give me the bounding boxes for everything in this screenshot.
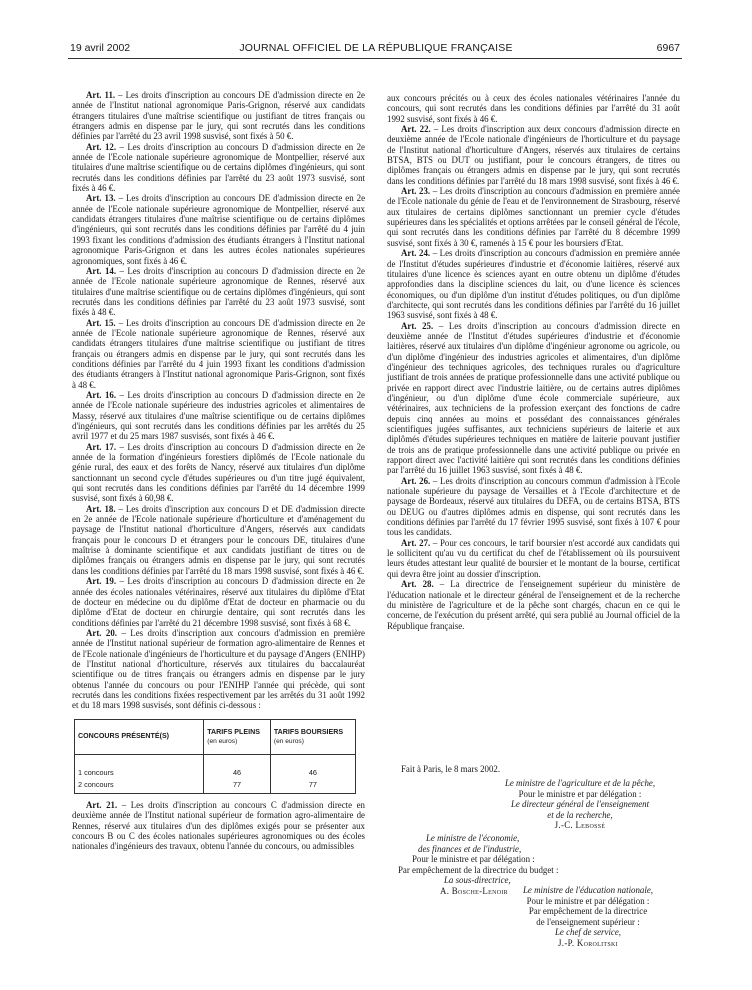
header-date: 19 avril 2002 [70, 42, 131, 54]
article-number: Art. 25. [401, 320, 434, 331]
table-cell: 1 concours [75, 754, 204, 779]
article-text: – Les droits d'inscription au concours D d'admission directe en 2e année des écoles nationales vétérinaires, réservé aux titulaires du diplôme d'Etat de docteur en médecine ou du diplôme d'Etat de docteur en pharmacie ou du diplôme d'Etat de docteur en chirurgie dentaire, qui sont recrutés dans les conditions définies par l'arrêté du 21 décembre 1998 susvisé, sont fixés à 68 €. [72, 576, 365, 628]
header-page-number: 6967 [656, 42, 680, 54]
fee-table-header [75, 719, 356, 754]
article-text: – Les droits d'inscription au concours D d'admission directe en 2e année de l'Ecole nationale supérieure agronomique de Montpellier, réservé aux titulaires d'une maîtrise scientifique ou de certains diplômes d'ingénieurs, qui sont recrutés dans les conditions définies par l'arrêté du 23 août 1973 susvisé, sont fixés à 46 €. [72, 141, 365, 194]
article-number: Art. 14. [86, 265, 117, 276]
article-number: Art. 24. [401, 248, 431, 259]
signature-agriculture: Le ministre de l'agriculture et de la pêche, Pour le ministre et par délégation : Le directeur général de l'enseignement et de la recherche, J.-C. Lebossé [470, 778, 690, 831]
fee-table-col-tarifs-boursiers: TARIFS BOURSIERS (en euros) [270, 719, 355, 754]
article [72, 193, 365, 265]
article-text: – Les droits d'inscription aux concours d'admission en première année de l'Institut national supérieur de formation agro-alimentaire de Rennes et de l'Ecole nationale d'ingénieurs de l'horticulture et du paysage d'Angers (ENIHP) de l'Institut national d'horticulture, réservés aux titulaires du baccalauréat scientifique ou de titres français ou étrangers admis en dispense par le jury obtenus l'année du concours ou pour l'ENIHP l'année qui précède, qui sont recrutés dans les conditions fixées respectivement par les arrêtés du 31 août 1992 et du 18 mars 1998 susvisés, sont définis ci-dessous : [72, 627, 365, 711]
article-number: Art. 27. [401, 537, 431, 548]
page-header [0, 42, 752, 56]
article-number: Art. 16. [86, 389, 117, 400]
article [387, 248, 680, 320]
article-text: – Les droits d'inscription au concours D d'admission directe en 2e année de la formation d'ingénieurs forestiers diplômés de l'Ecole nationale du génie rural, des eaux et des forêts de Nancy, réservé aux titulaires d'un diplôme sanctionnant un second cycle d'études supérieures ou d'un titre jugé équivalent, qui sont recrutés dans les conditions définies par l'arrêté du 14 décembre 1999 susvisé, sont fixés à 60,98 €. [72, 441, 365, 504]
article-continuation [387, 93, 680, 124]
article [72, 504, 365, 576]
article [387, 321, 680, 476]
article [72, 576, 365, 628]
article [72, 266, 365, 318]
article-text: – Les droits d'inscription au concours DE d'admission directe en 2e année de l'Ecole nationale supérieure agronomique de Montpellier, réservé aux candidats étrangers titulaires d'une maîtrise scientifique ou de certains diplômes d'ingénieurs, qui sont recrutés dans les conditions définies par l'arrêté du 4 juin 1993 fixant les conditions d'admission des étudiants étrangers à l'Institut national agronomique Paris-Grignon et dans les autres écoles nationales supérieures agronomiques, sont fixés à 46 €. [72, 193, 366, 266]
right-column [387, 93, 680, 631]
article-text: – Les droits d'inscription au concours d'admission en première année de l'Institut d'études supérieures d'industrie et d'économie laitières, réservé aux titulaires d'une licence ès sciences ayant en outre obtenu un diplôme d'études approfondies dans la discipline sciences du lait, ou d'une licence ès sciences économiques, ou d'un diplôme d'un institut d'études politiques, ou d'un diplôme d'architecte, qui sont recrutés dans les conditions définies par l'arrêté du 16 juillet 1963 susvisé, sont fixés à 48 €. [387, 248, 680, 321]
article [72, 628, 365, 711]
article-number: Art. 22. [401, 124, 431, 135]
article-text: – Les droits d'inscription au concours DE d'admission directe en 2e année de l'Institut national agronomique Paris-Grignon, réservé aux candidats étrangers titulaires d'une maîtrise scientifique ou justifiant de titres français ou étrangers admis en dispense par le jury, qui sont recrutés dans les conditions définies par l'arrêté du 23 avril 1998 susvisé, sont fixés à 50 €. [72, 90, 365, 142]
article-text: aux concours précités ou à ceux des écoles nationales vétérinaires l'année du concours, qui sont recrutés dans les conditions définies par l'arrêté du 31 août 1992 susvisé, sont fixés à 46 €. [387, 93, 680, 124]
article [72, 90, 365, 142]
table-row [75, 779, 356, 793]
article-text: – Pour ces concours, le tarif boursier n'est accordé aux candidats qui le sollicitent qu'au vu du certificat du chef de l'établissement où ils poursuivent leurs études attestant leur qualité de boursier et le montant de la bourse, certificat qui devra être joint au dossier d'inscription. [387, 537, 680, 579]
table-cell: 2 concours [75, 779, 204, 793]
article [72, 800, 365, 852]
article-number: Art. 28. [401, 579, 434, 590]
article-text: – Les droits d'inscription au concours d'admission directe en deuxième année de l'Institut d'études supérieures d'industrie et d'économie laitières, réservé aux titulaires d'un diplôme d'ingénieur agronome ou agricole, ou d'un diplôme d'ingénieur des industries agricoles et alimentaires, d'un diplôme d'ingénieur des techniques agricoles, des techniques rurales ou d'agriculture justifiant de trois années de pratique professionnelle dans une activité publique ou privée en rapport direct avec l'industrie laitière, ou de certains autres diplômes d'ingénieur, ou d'un diplôme d'une école commerciale supérieure, aux vétérinaires, aux techniciens de la profession exerçant des fonctions de cadre depuis cinq années au moins et possédant des connaissances générales scientifiques jugées suffisantes, aux techniciens supérieurs de laiterie et aux diplômés d'études supérieures techniques en matière de laiterie pouvant justifier de trois ans de pratique professionnelle dans une activité publique ou privée en rapport direct avec l'activité laitière qui sont recrutés dans les conditions définies par l'arrêté du 16 juillet 1963 susvisé, sont fixés à 48 €. [387, 320, 680, 476]
article-text: – Les droits d'inscription au concours D d'admission directe en 2e année de l'Ecole nationale supérieure agronomique de Rennes, réservé aux titulaires d'une maîtrise scientifique ou de certains diplômes d'ingénieurs, qui sont recrutés dans les conditions définies par l'arrêté du 23 août 1973 susvisé, sont fixés à 48 €. [72, 265, 365, 318]
article-number: Art. 20. [86, 627, 118, 638]
article-text: – Les droits d'inscription au concours C d'admission directe en deuxième année de l'Institut national supérieur de formation agro-alimentaire de Rennes, réservé aux titulaires d'un des diplômes exigés pour se présenter aux concours B ou C des écoles nationales supérieures agronomiques ou des écoles nationales d'ingénieurs des travaux, obtenu l'année du concours, ou admissibles [72, 799, 365, 852]
table-cell: 77 [270, 779, 355, 793]
signature-economie: Le ministre de l'économie, des finances et de l'industrie, Pour le ministre et par délégation : Par empêchement de la directrice du budget : La sous-directrice, A. Bosche-Lenoir [398, 833, 628, 896]
article-number: Art. 11. [86, 90, 116, 100]
table-cell: 46 [270, 754, 355, 779]
article-text: – La directrice de l'enseignement supérieur du ministère de l'éducation nationale et le directeur général de l'enseignement et de la recherche du ministère de l'agriculture et de la pêche sont chargés, chacun en ce qui le concerne, de l'exécution du présent arrêté, qui sera publié au Journal officiel de la République française. [387, 579, 680, 631]
article-text: – Les droits d'inscription aux deux concours d'admission directe en deuxième année de l'Ecole nationale d'ingénieurs de l'horticulture et du paysage de l'Institut national d'horticulture d'Angers, réservés aux titulaires de certains BTSA, BTS ou DUT ou justifiant, pour le concours étrangers, de titres ou diplômes français ou étrangers admis en dispense par le jury, qui sont recrutés dans les conditions définies par l'arrêté du 18 mars 1998 susvisé, sont fixés à 46 €. [387, 124, 680, 186]
table-row [75, 754, 356, 779]
table-cell: 46 [204, 754, 271, 779]
article [387, 538, 680, 579]
article [72, 142, 365, 194]
signatory-name: A. Bosche-Lenoir [440, 885, 508, 896]
article-number: Art. 19. [86, 576, 117, 587]
article [72, 390, 365, 442]
place-date: Fait à Paris, le 8 mars 2002. [401, 764, 501, 774]
article [387, 124, 680, 186]
article-text: – Les droits d'inscription au concours D d'admission directe en 2e année de l'Ecole nationale supérieure des industries agricoles et alimentaires de Massy, réservé aux titulaires d'une maîtrise scientifique ou de certains diplômes d'ingénieurs, qui sont recrutés dans les conditions définies par les arrêtés du 25 avril 1977 et du 25 mars 1987 susvisés, sont fixés à 46 €. [72, 389, 365, 442]
left-column [72, 90, 365, 852]
article [387, 186, 680, 248]
article-number: Art. 12. [86, 141, 117, 152]
signature-education: Le ministre de l'éducation nationale, Pour le ministre et par délégation : Par empêchement de la directrice de l'enseignement supérieur : Le chef de service, J.-P. Korolitski [488, 885, 688, 948]
article-text: – Les droits d'inscription aux concours D et DE d'admission directe en 2e année de l'Ecole nationale supérieure d'horticulture et d'aménagement du paysage de l'Institut national d'horticulture d'Angers, réservés aux candidats français pour le concours D et étrangers pour le concours DE, titulaires d'une maîtrise à dominante scientifique et aux candidats justifiant de titres ou de diplômes français ou étrangers admis en dispense par le jury, qui sont recrutés dans les conditions définies par l'arrêté du 18 mars 1998 susvisé, sont fixés à 46 €. [72, 503, 365, 576]
article [72, 442, 365, 504]
signatory-name: J.-C. Lebossé [554, 820, 606, 830]
fee-table [74, 719, 356, 794]
article-number: Art. 17. [86, 441, 117, 452]
table-cell: 77 [204, 779, 271, 793]
article-number: Art. 23. [401, 186, 431, 197]
article [72, 318, 365, 390]
header-rule [68, 58, 682, 59]
fee-table-col-concours: CONCOURS PRÉSENTÉ(S) [75, 719, 204, 754]
article-number: Art. 21. [86, 799, 118, 810]
article-text: – Les droits d'inscription au concours commun d'admission à l'Ecole nationale supérieure du paysage de Versailles et à l'Ecole d'architecture et de paysage de Bordeaux, réservé aux titulaires du DEFA, ou de certains BTSA, BTS ou DEUG ou d'autres diplômes admis en dispense, qui sont recrutés dans les conditions définies par l'arrêté du 17 février 1995 susvisé, sont fixés à 107 € pour tous les candidats. [387, 475, 680, 538]
article [387, 476, 680, 538]
article-number: Art. 26. [401, 475, 431, 486]
header-title: JOURNAL OFFICIEL DE LA RÉPUBLIQUE FRANÇAISE [239, 42, 513, 54]
article-number: Art. 13. [86, 193, 116, 204]
article-number: Art. 15. [86, 317, 116, 328]
signatory-name: J.-P. Korolitski [558, 937, 618, 948]
article-number: Art. 18. [86, 503, 116, 514]
article-text: – Les droits d'inscription au concours DE d'admission directe en 2e année de l'Ecole nationale supérieure agronomique de Rennes, réservé aux candidats étrangers titulaires d'une maîtrise scientifique ou justifiant de titres français ou étrangers admis en dispense par le jury, qui sont recrutés dans les conditions définies par l'arrêté du 4 juin 1993 fixant les conditions d'admission des étudiants étrangers à l'Institut national agronomique Paris-Grignon, sont fixés à 48 €. [72, 317, 366, 390]
article [387, 579, 680, 631]
fee-table-col-tarifs-pleins: TARIFS PLEINS (en euros) [204, 719, 271, 754]
article-text: – Les droits d'inscription au concours d'admission en première année de l'Ecole nationale du génie de l'eau et de l'environnement de Strasbourg, réservé aux titulaires de certains diplômes sanctionnant un premier cycle d'études supérieures dans les spécialités et options arrêtées par le conseil général de l'école, qui sont recrutés dans les conditions définies par l'arrêté du 8 décembre 1999 susvisé, sont fixés à 30 €, ramenés à 15 € pour les boursiers d'Etat. [387, 186, 680, 248]
